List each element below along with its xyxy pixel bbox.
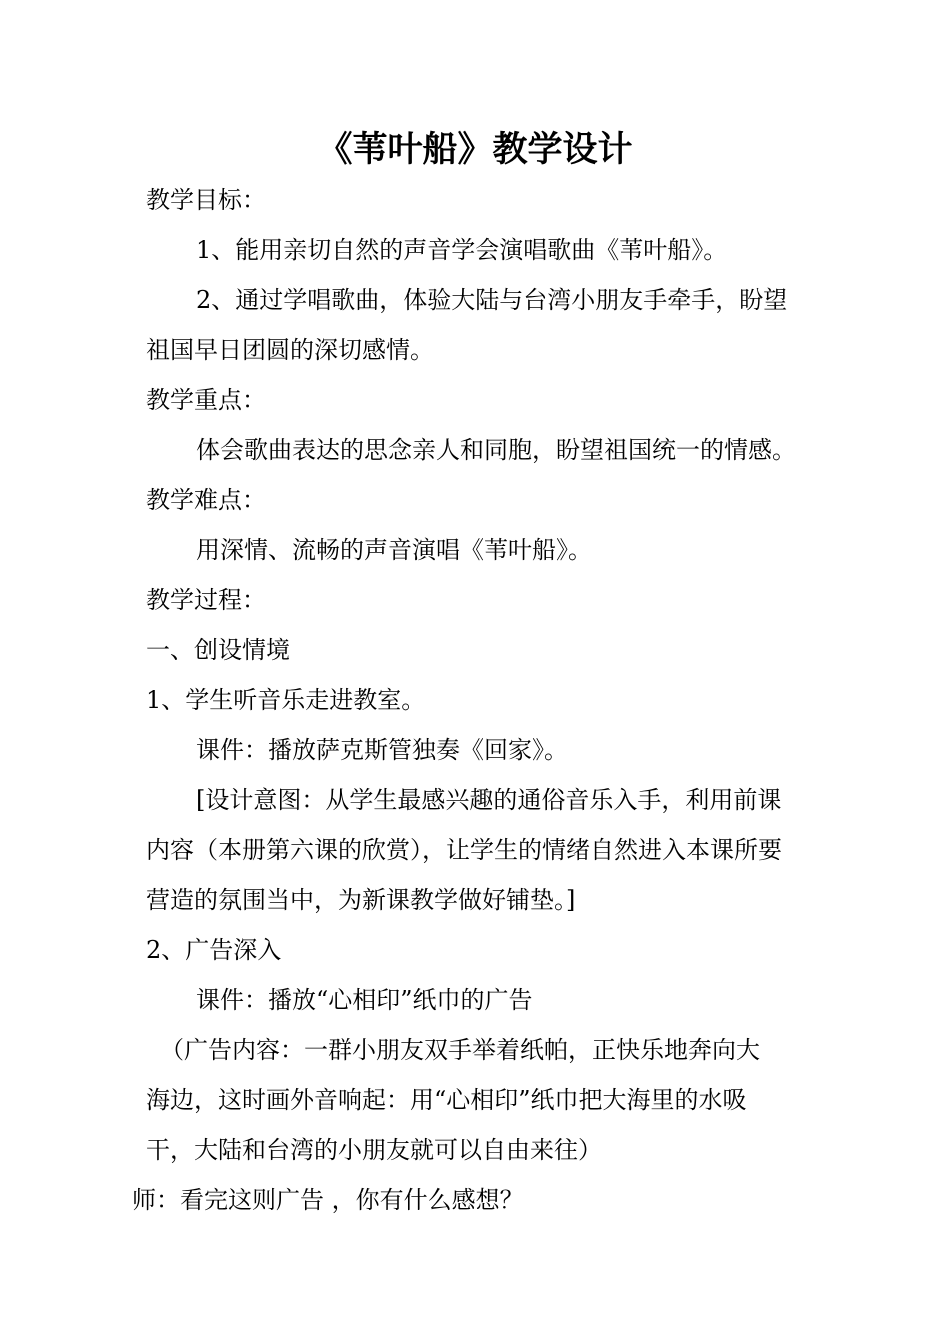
paragraph-line: 2、广告深入 xyxy=(146,936,282,964)
paragraph-line: 内容（本册第六课的欣赏），让学生的情绪自然进入本课所要 xyxy=(146,836,782,864)
paragraph-line: 营造的氛围当中，为新课教学做好铺垫。] xyxy=(146,886,576,914)
subsection-heading: 一、创设情境 xyxy=(146,636,290,664)
section-heading-objectives: 教学目标： xyxy=(146,186,266,214)
section-heading-process: 教学过程： xyxy=(146,586,266,614)
document-title: 《苇叶船》教学设计 xyxy=(317,129,633,170)
paragraph-line: 2、通过学唱歌曲，体验大陆与台湾小朋友手牵手，盼望 xyxy=(196,286,788,314)
paragraph-line: （广告内容：一群小朋友双手举着纸帕，正快乐地奔向大 xyxy=(160,1036,760,1064)
paragraph-line: 祖国早日团圆的深切感情。 xyxy=(146,336,434,364)
paragraph-line: 课件：播放萨克斯管独奏《回家》。 xyxy=(196,736,568,764)
paragraph-line: 课件：播放“心相印”纸巾的广告 xyxy=(196,986,533,1014)
paragraph-line: 1、能用亲切自然的声音学会演唱歌曲《苇叶船》。 xyxy=(196,236,728,264)
section-heading-difficulties: 教学难点： xyxy=(146,486,266,514)
paragraph-line: 师：看完这则广告 ，你有什么感想？ xyxy=(132,1186,524,1214)
section-heading-key-points: 教学重点： xyxy=(146,386,266,414)
paragraph-line: 1、学生听音乐走进教室。 xyxy=(146,686,426,714)
paragraph-line: 体会歌曲表达的思念亲人和同胞，盼望祖国统一的情感。 xyxy=(196,436,796,464)
paragraph-line: [设计意图：从学生最感兴趣的通俗音乐入手，利用前课 xyxy=(196,786,782,814)
paragraph-line: 用深情、流畅的声音演唱《苇叶船》。 xyxy=(196,536,592,564)
paragraph-line: 干，大陆和台湾的小朋友就可以自由来往） xyxy=(146,1136,602,1164)
paragraph-line: 海边，这时画外音响起：用“心相印”纸巾把大海里的水吸 xyxy=(146,1086,747,1114)
